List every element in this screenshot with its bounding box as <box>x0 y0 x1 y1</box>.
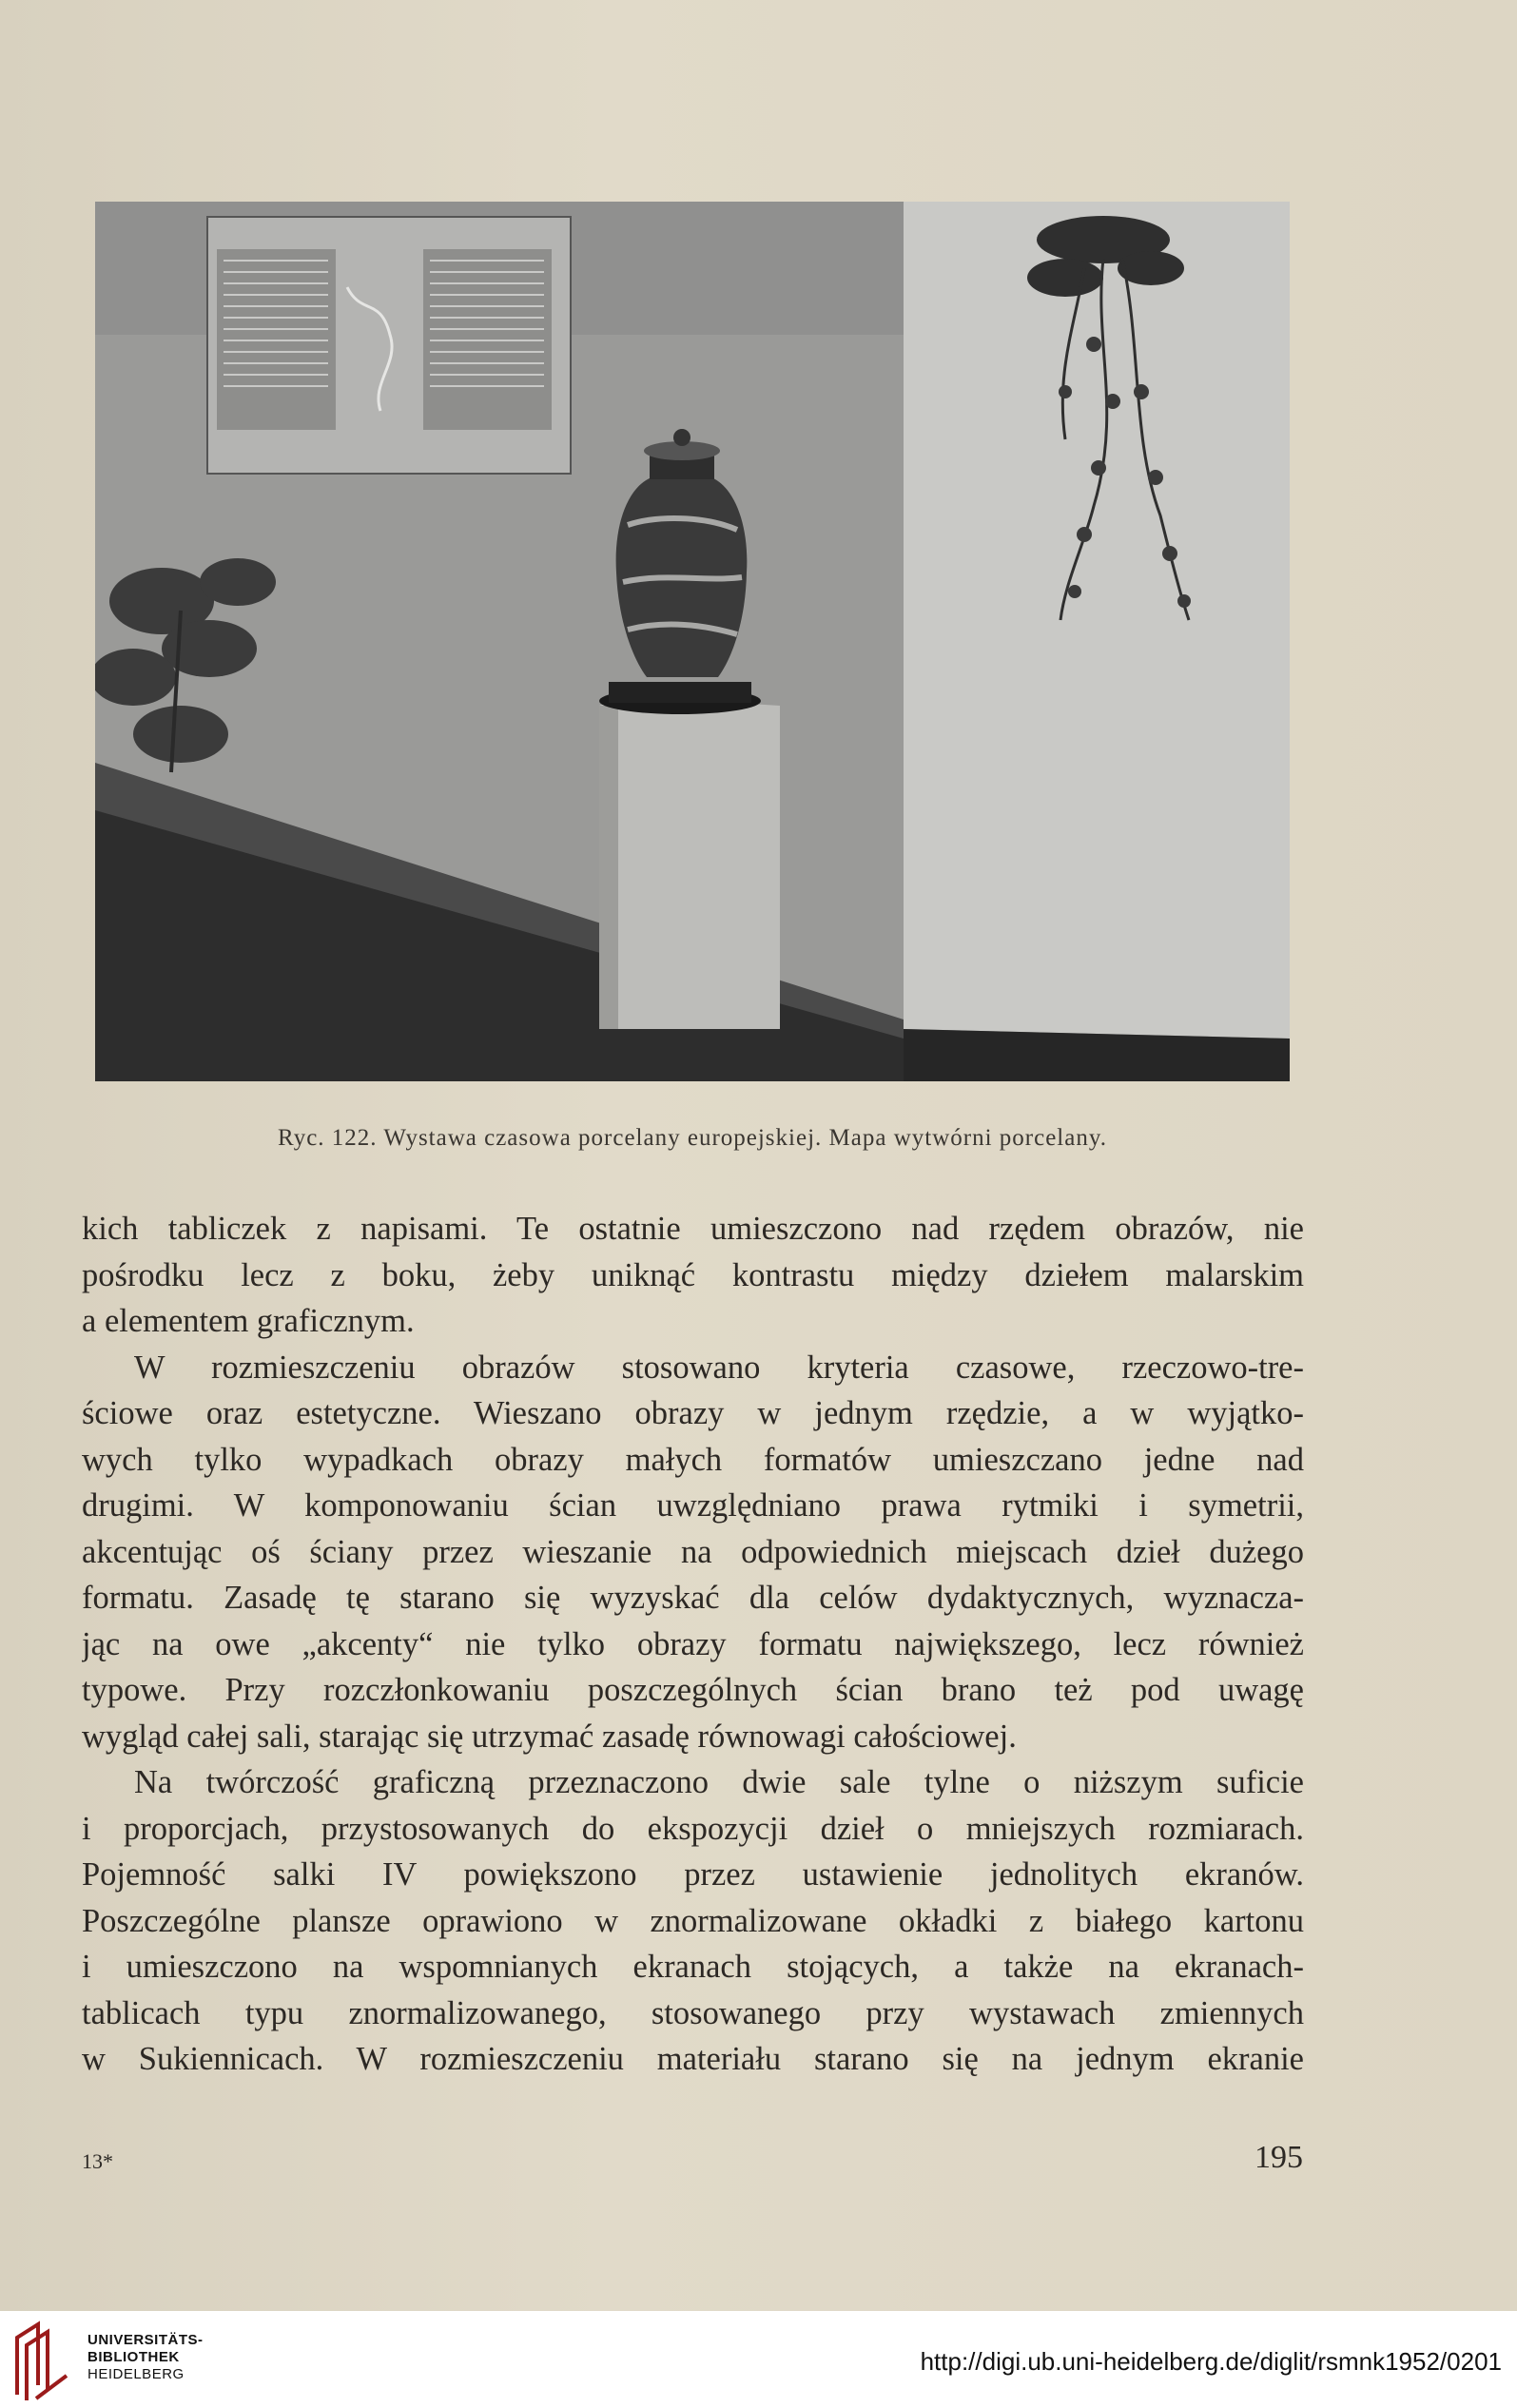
library-name-line: UNIVERSITÄTS- <box>88 2332 204 2348</box>
text-line: wygląd całej sali, starając się utrzymać zasadę równowagi całościowej. <box>82 1718 1017 1755</box>
text-line: kich tabliczek z napisami. Te ostatnie umieszczono nad rzędem obrazów, nie <box>82 1211 1304 1247</box>
text-line: tablicach typu znormalizowanego, stosowanego przy wystawach zmiennych <box>82 1994 1304 2031</box>
text-line: a elementem graficznym. <box>82 1303 415 1339</box>
text-line: pośrodku lecz z boku, żeby uniknąć kontrastu między dziełem malarskim <box>82 1256 1304 1293</box>
text-line: i umieszczono na wspomnianych ekranach stojących, a także na ekranach- <box>82 1949 1304 1985</box>
text-line: jąc na owe „akcenty“ nie tylko obrazy formatu największego, lecz również <box>82 1625 1304 1662</box>
text-line: typowe. Przy rozczłonkowaniu poszczególnych ścian brano też pod uwagę <box>82 1672 1304 1708</box>
page-number: 195 <box>1254 2140 1303 2175</box>
source-url-link[interactable]: http://digi.ub.uni-heidelberg.de/diglit/rsmnk1952/0201 <box>920 2347 1502 2376</box>
body-text <box>82 1206 1304 2083</box>
text-line: ściowe oraz estetyczne. Wieszano obrazy w jednym rzędzie, a w wyjątko- <box>82 1395 1304 1431</box>
text-line: akcentując oś ściany przez wieszanie na odpowiednich miejscach dzieł dużego <box>82 1533 1304 1570</box>
library-logo-icon <box>10 2319 82 2402</box>
text-line: formatu. Zasadę tę starano się wyzyskać dla celów dydaktycznych, wyznacza- <box>82 1580 1304 1616</box>
text-line: w Sukiennicach. W rozmieszczeniu materiału starano się na jednym ekranie <box>82 2041 1304 2077</box>
library-name-line: BIBLIOTHEK <box>88 2349 180 2365</box>
text-line: Poszczególne plansze oprawiono w znormalizowane okładki z białego kartonu <box>82 1902 1304 1939</box>
figure-caption: Ryc. 122. Wystawa czasowa porcelany europejskiej. Mapa wytwórni porcelany. <box>278 1125 1107 1151</box>
text-line: i proporcjach, przystosowanych do ekspozycji dzieł o mniejszych rozmiarach. <box>82 1810 1304 1847</box>
exhibition-photo <box>95 202 1290 1081</box>
photo-illustration <box>95 202 1290 1081</box>
library-name-line: HEIDELBERG <box>88 2366 185 2382</box>
text-line: Na twórczość graficzną przeznaczono dwie sale tylne o niższym suficie <box>134 1764 1304 1800</box>
text-line: Pojemność salki IV powiększono przez ustawienie jednolitych ekranów. <box>82 1856 1304 1893</box>
library-name <box>88 2332 204 2383</box>
text-line: drugimi. W komponowaniu ścian uwzględniano prawa rytmiki i symetrii, <box>82 1487 1304 1524</box>
signature-mark: 13* <box>82 2149 113 2173</box>
text-line: W rozmieszczeniu obrazów stosowano kryteria czasowe, rzeczowo-tre- <box>134 1349 1304 1386</box>
text-line: wych tylko wypadkach obrazy małych formatów umieszczano jedne nad <box>82 1441 1304 1478</box>
